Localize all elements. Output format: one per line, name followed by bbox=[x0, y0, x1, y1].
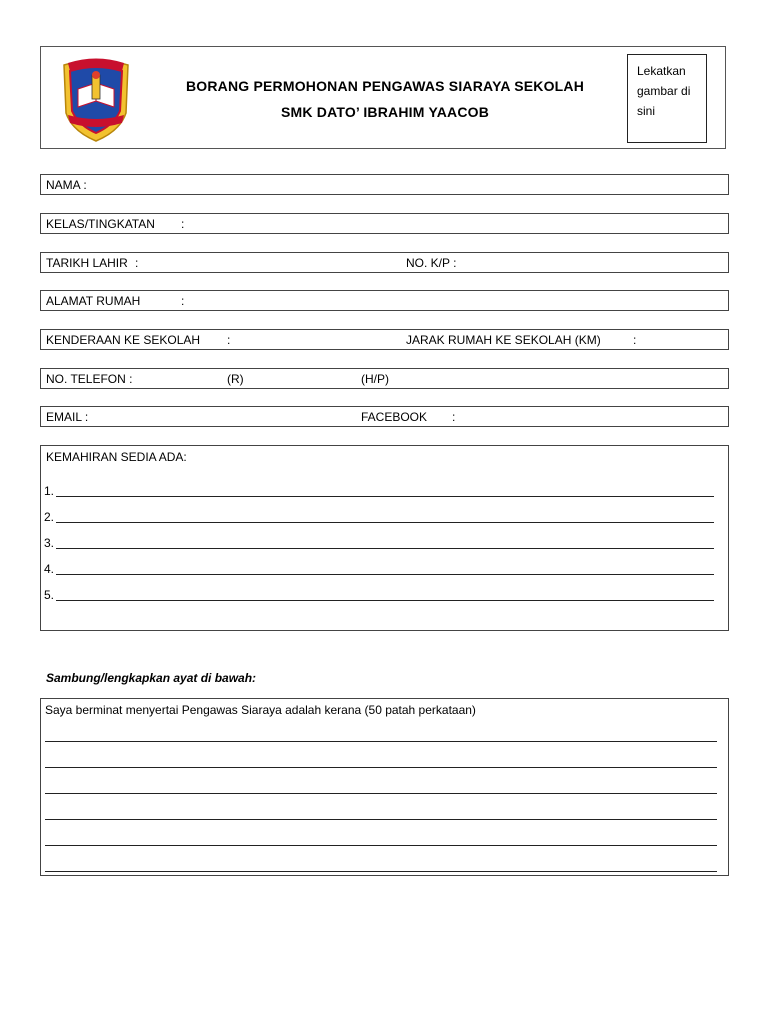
skill-number-3: 3. bbox=[44, 536, 55, 550]
statement-line-3[interactable] bbox=[45, 793, 717, 794]
photo-placeholder-box bbox=[627, 54, 707, 143]
statement-line-6[interactable] bbox=[45, 871, 717, 872]
email-label: EMAIL : bbox=[46, 410, 89, 424]
no-kp-label: NO. K/P : bbox=[406, 256, 457, 270]
telefon-rumah-label: (R) bbox=[227, 372, 244, 386]
telefon-hp-label: (H/P) bbox=[361, 372, 389, 386]
kenderaan-colon: : bbox=[227, 333, 231, 347]
facebook-label: FACEBOOK bbox=[361, 410, 428, 424]
facebook-colon: : bbox=[452, 410, 456, 424]
skill-line-4[interactable] bbox=[56, 574, 714, 575]
school-crest-logo bbox=[60, 57, 132, 143]
statement-line-1[interactable] bbox=[45, 741, 717, 742]
tarikh-lahir-field[interactable] bbox=[40, 252, 729, 273]
kenderaan-label: KENDERAAN KE SEKOLAH bbox=[46, 333, 201, 347]
skill-number-4: 4. bbox=[44, 562, 55, 576]
jarak-colon: : bbox=[633, 333, 637, 347]
nama-label: NAMA : bbox=[46, 178, 87, 192]
skills-box bbox=[40, 445, 729, 631]
tarikh-lahir-label: TARIKH LAHIR bbox=[46, 256, 128, 270]
alamat-label: ALAMAT RUMAH bbox=[46, 294, 141, 308]
skills-label: KEMAHIRAN SEDIA ADA: bbox=[46, 450, 187, 464]
skill-line-1[interactable] bbox=[56, 496, 714, 497]
nama-field[interactable] bbox=[40, 174, 729, 195]
statement-line-5[interactable] bbox=[45, 845, 717, 846]
kelas-colon: : bbox=[181, 217, 185, 231]
school-name: SMK DATO’ IBRAHIM YAACOB bbox=[280, 104, 490, 120]
skill-number-1: 1. bbox=[44, 484, 55, 498]
kelas-label: KELAS/TINGKATAN bbox=[46, 217, 155, 231]
statement-prompt: Saya berminat menyertai Pengawas Siaraya adalah kerana (50 patah perkataan) bbox=[45, 703, 476, 717]
photo-placeholder-text: Lekatkan gambar di sini bbox=[637, 64, 691, 118]
skill-number-2: 2. bbox=[44, 510, 55, 524]
statement-box bbox=[40, 698, 729, 876]
skill-line-2[interactable] bbox=[56, 522, 714, 523]
telefon-label: NO. TELEFON : bbox=[46, 372, 133, 386]
skill-line-5[interactable] bbox=[56, 600, 714, 601]
alamat-colon: : bbox=[181, 294, 185, 308]
alamat-field[interactable] bbox=[40, 290, 729, 311]
statement-line-4[interactable] bbox=[45, 819, 717, 820]
jarak-label: JARAK RUMAH KE SEKOLAH (KM) bbox=[406, 333, 601, 347]
skill-line-3[interactable] bbox=[56, 548, 714, 549]
skill-number-5: 5. bbox=[44, 588, 55, 602]
form-header bbox=[40, 46, 726, 149]
tarikh-lahir-colon: : bbox=[135, 256, 139, 270]
statement-instruction: Sambung/lengkapkan ayat di bawah: bbox=[46, 671, 257, 685]
statement-line-2[interactable] bbox=[45, 767, 717, 768]
form-title: BORANG PERMOHONAN PENGAWAS SIARAYA SEKOLAH bbox=[185, 78, 585, 94]
